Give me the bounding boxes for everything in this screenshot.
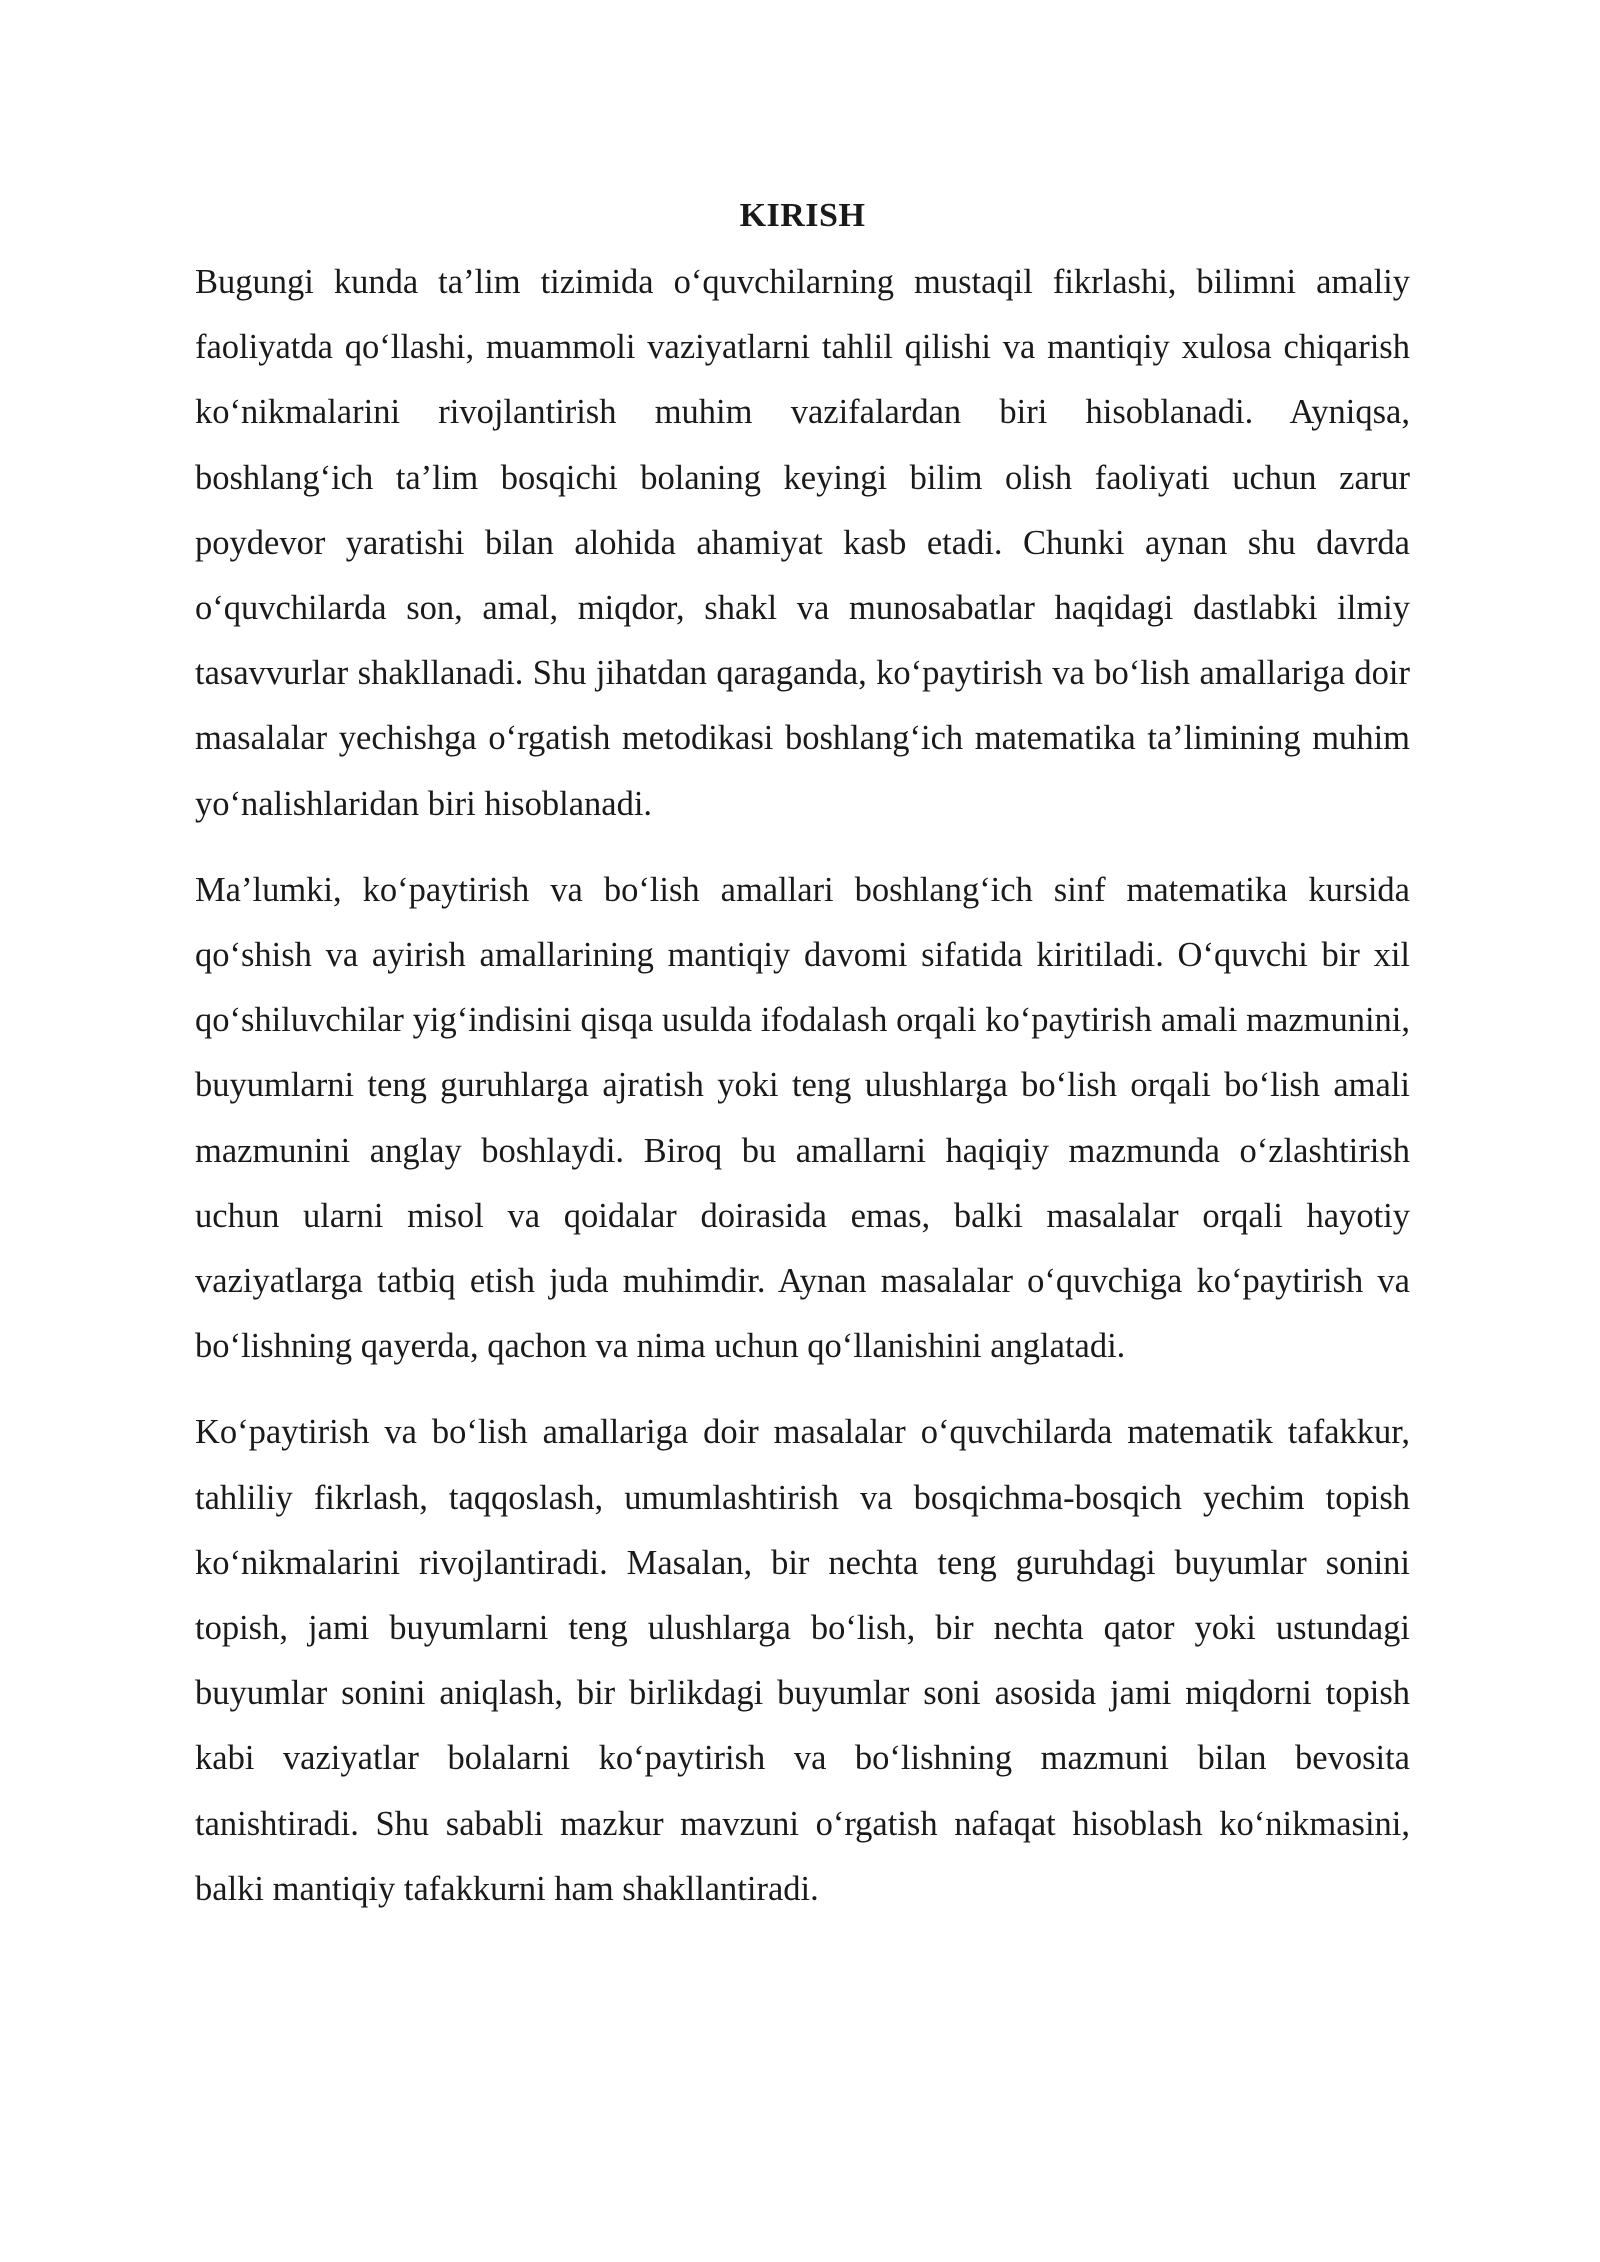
- document-body: [195, 190, 1410, 1943]
- paragraph-3: Ko‘paytirish va bo‘lish amallariga doir masalalar o‘quvchilarda matematik tafakkur, tahliliy fikrlash, taqqoslash, umumlashtirish va bosqichma-bosqich yechim topish ko‘nikmalarini rivojlantiradi. Masalan, bir nechta teng guruhdagi buyumlar sonini topish, jami buyumlarni teng ulushlarga bo‘lish, bir nechta qator yoki ustundagi buyumlar sonini aniqlash, bir birlikdagi buyumlar soni asosida jami miqdorni topish kabi vaziyatlar bolalarni ko‘paytirish va bo‘lishning mazmuni bilan bevosita tanishtiradi. Shu sababli mazkur mavzuni o‘rgatish nafaqat hisoblash ko‘nikmasini, balki mantiqiy tafakkurni ham shakllantiradi.: [195, 1413, 1410, 1908]
- section-title: KIRISH: [739, 197, 866, 234]
- paragraph-2: Ma’lumki, ko‘paytirish va bo‘lish amallari boshlang‘ich sinf matematika kursida qo‘shish va ayirish amallarining mantiqiy davomi sifatida kiritiladi. O‘quvchi bir xil qo‘shiluvchilar yig‘indisini qisqa usulda ifodalash orqali ko‘paytirish amali mazmunini, buyumlarni teng guruhlarga ajratish yoki teng ulushlarga bo‘lish orqali bo‘lish amali mazmunini anglay boshlaydi. Biroq bu amallarni haqiqiy mazmunda o‘zlashtirish uchun ularni misol va qoidalar doirasida emas, balki masalalar orqali hayotiy vaziyatlarga tatbiq etish juda muhimdir. Aynan masalalar o‘quvchiga ko‘paytirish va bo‘lishning qayerda, qachon va nima uchun qo‘llanishini anglatadi.: [195, 870, 1410, 1366]
- paragraph-1: Bugungi kunda ta’lim tizimida o‘quvchilarning mustaqil fikrlashi, bilimni amaliy faoliyatda qo‘llashi, muammoli vaziyatlarni tahlil qilishi va mantiqiy xulosa chiqarish ko‘nikmalarini rivojlantirish muhim vazifalardan biri hisoblanadi. Ayniqsa, boshlang‘ich ta’lim bosqichi bolaning keyingi bilim olish faoliyati uchun zarur poydevor yaratishi bilan alohida ahamiyat kasb etadi. Chunki aynan shu davrda o‘quvchilarda son, amal, miqdor, shakl va munosabatlar haqidagi dastlabki ilmiy tasavvurlar shakllanadi. Shu jihatdan qaraganda, ko‘paytirish va bo‘lish amallariga doir masalalar yechishga o‘rgatish metodikasi boshlang‘ich matematika ta’limining muhim yo‘nalishlaridan biri hisoblanadi.: [195, 263, 1410, 823]
